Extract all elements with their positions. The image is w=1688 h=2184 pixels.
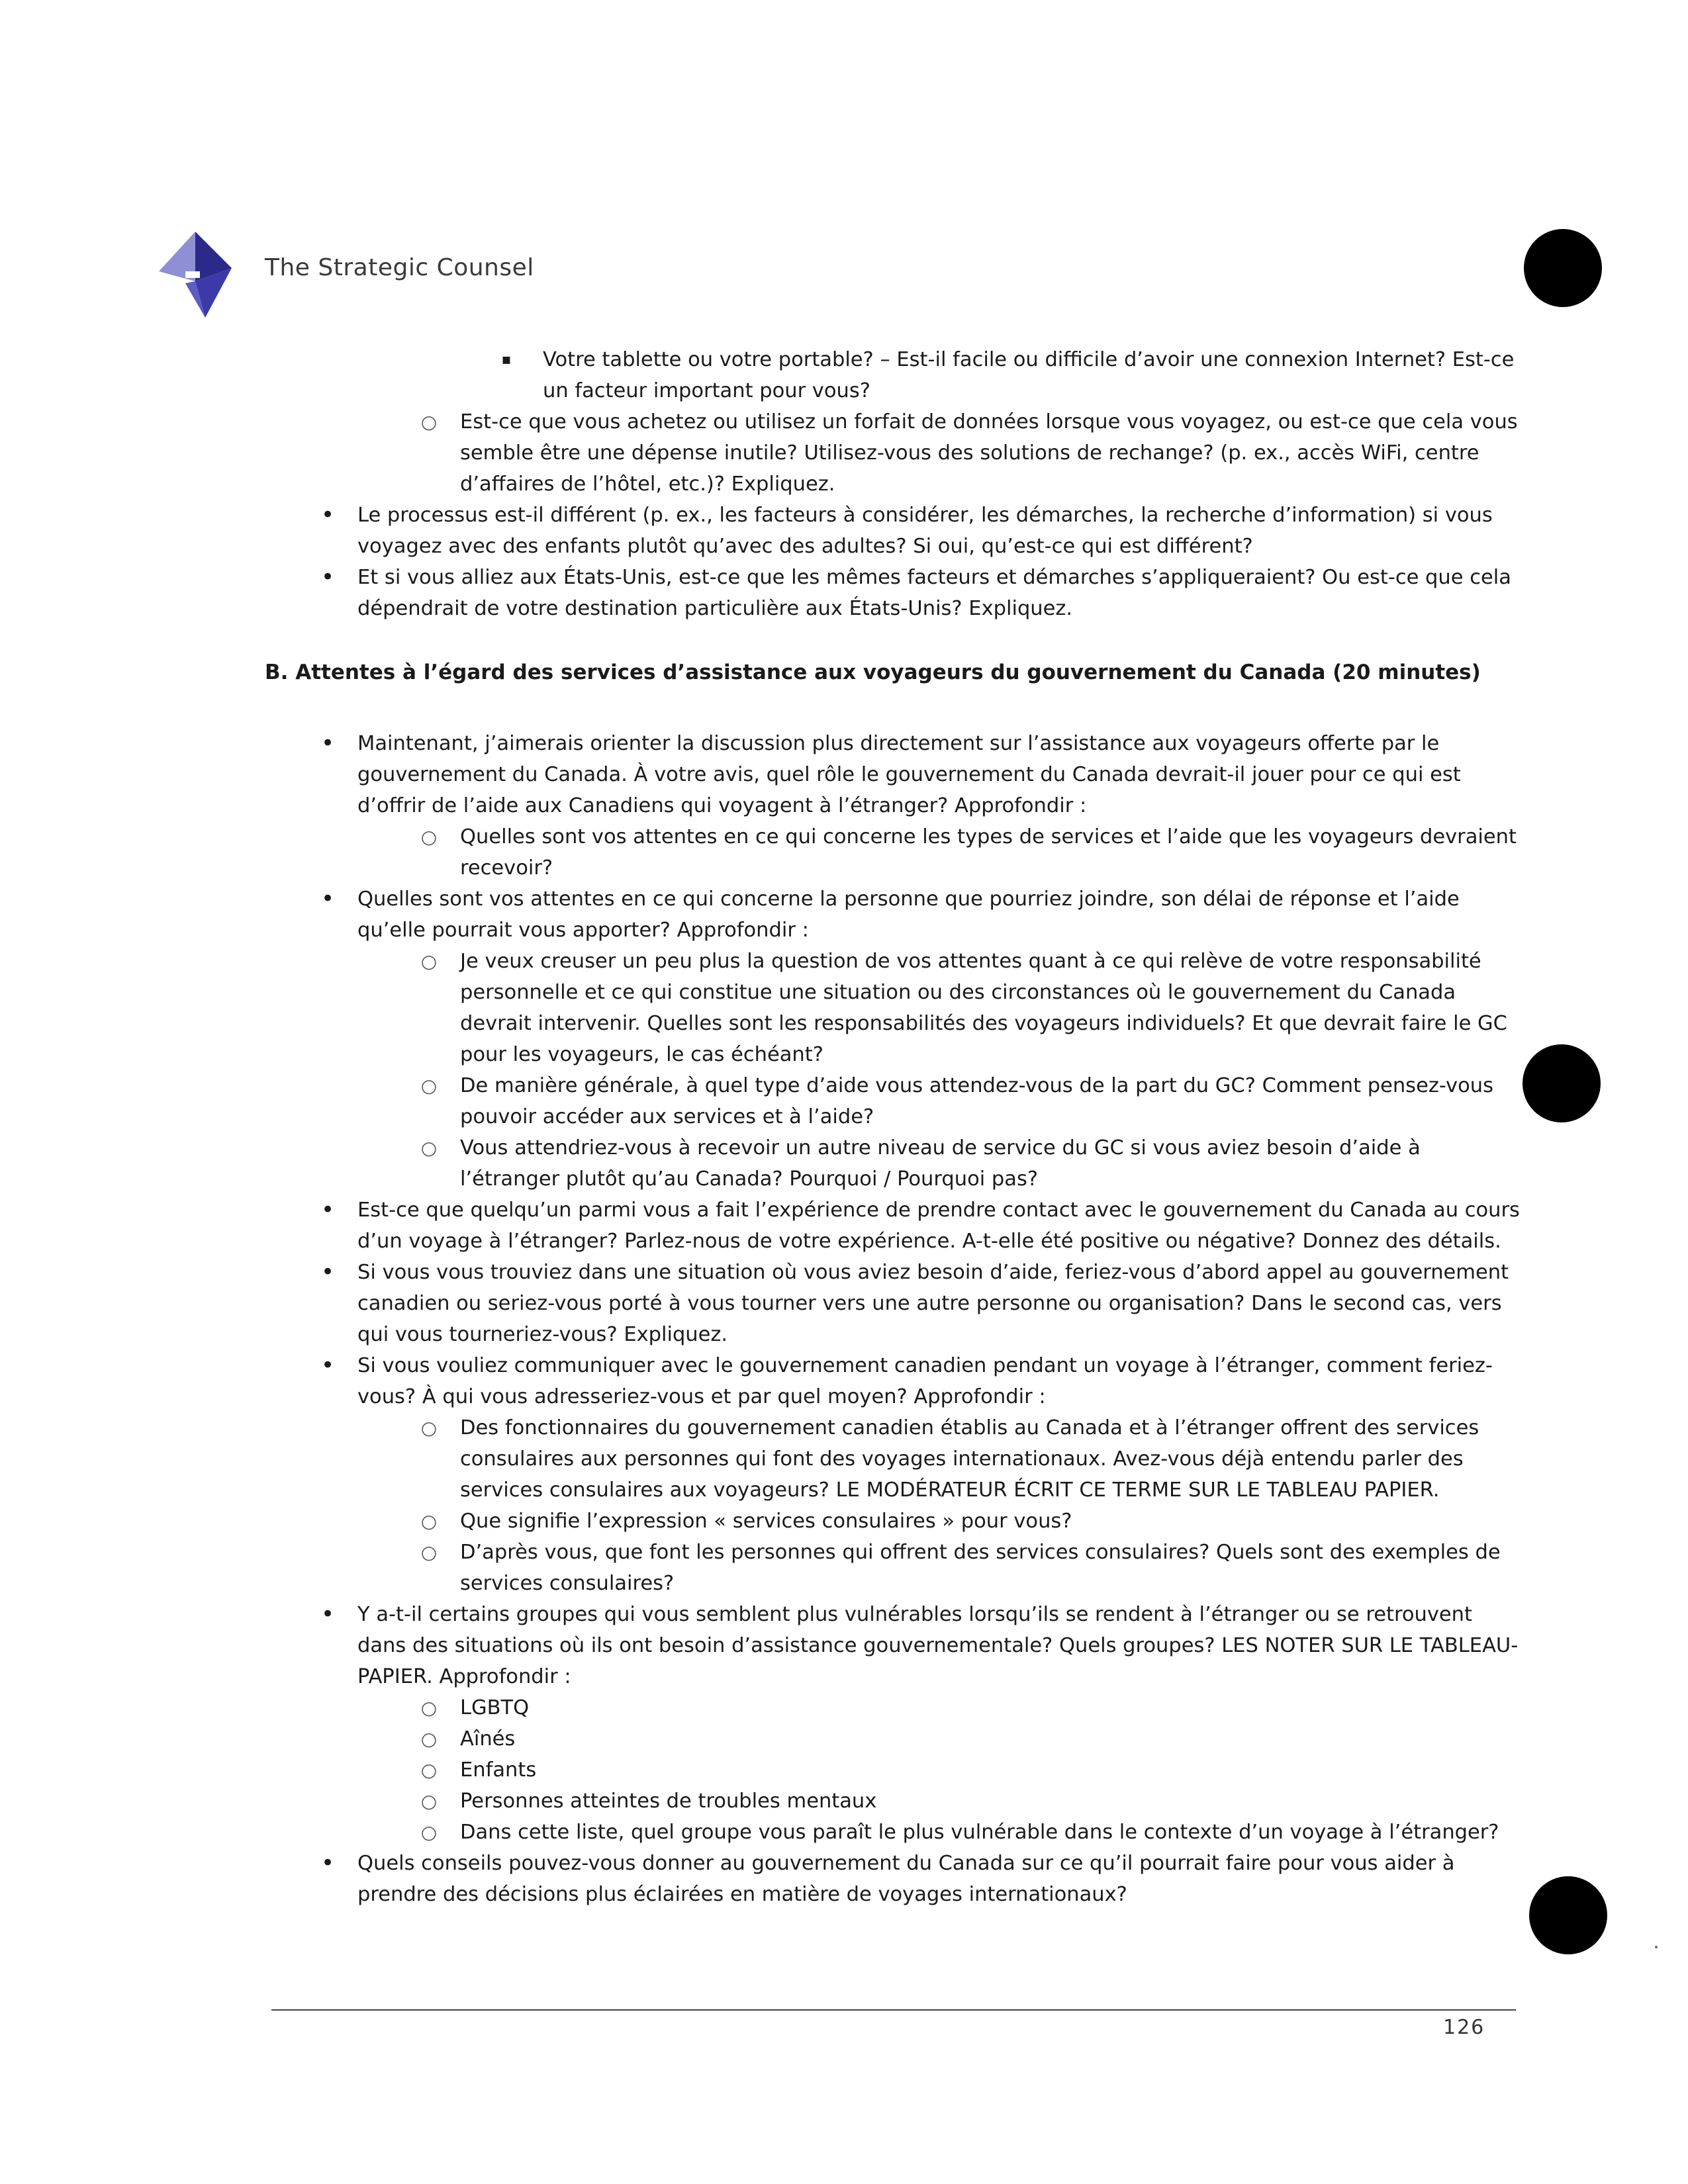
circle-bullet-icon: ○ (420, 411, 438, 433)
list-item: • Quels conseils pouvez-vous donner au gouvernement du Canada sur ce qu’il pourrait faire pour vous aider à prendre des décisions plus éclairées en matière de voyages internationaux? (265, 1848, 1523, 1910)
punch-hole-middle (1523, 1044, 1601, 1122)
list-item: ○ Je veux creuser un peu plus la question de vos attentes quant à ce qui relève de votre responsabilité personnelle et ce qui constitue une situation ou des circonstances où le gouvernement du Canada devrait intervenir. Quelles sont les responsabilités des voyageurs individuels? Et que devrait faire le GC pour les voyageurs, le cas échéant? (265, 946, 1523, 1070)
dot-bullet-icon: • (320, 1259, 335, 1285)
circle-bullet-icon: ○ (420, 1728, 438, 1750)
list-item: ○ Que signifie l’expression « services consulaires » pour vous? (265, 1506, 1523, 1537)
scan-speck (1655, 1946, 1658, 1948)
document-body (265, 344, 1523, 1910)
dot-bullet-icon: • (320, 1197, 335, 1223)
list-item: ○ Dans cette liste, quel groupe vous paraît le plus vulnérable dans le contexte d’un voyage à l’étranger? (265, 1817, 1523, 1848)
circle-bullet-icon: ○ (420, 1510, 438, 1532)
page-number: 126 (1443, 2016, 1485, 2039)
circle-bullet-icon: ○ (420, 1790, 438, 1812)
circle-bullet-icon: ○ (420, 1697, 438, 1719)
list-item: • Est-ce que quelqu’un parmi vous a fait l’expérience de prendre contact avec le gouvernement du Canada au cours d’un voyage à l’étranger? Parlez-nous de votre expérience. A-t-elle été positive ou négative? Donnez des détails. (265, 1195, 1523, 1257)
section-b-heading: B. Attentes à l’égard des services d’assistance aux voyageurs du gouvernement du Canada (20 minutes) (265, 660, 1481, 684)
list-item: ○ Personnes atteintes de troubles mentaux (265, 1786, 1523, 1817)
dot-bullet-icon: • (320, 1601, 335, 1627)
list-item: ○ Vous attendriez-vous à recevoir un autre niveau de service du GC si vous aviez besoin d’aide à l’étranger plutôt qu’au Canada? Pourquoi / Pourquoi pas? (265, 1132, 1523, 1195)
list-item: ○ Quelles sont vos attentes en ce qui concerne les types de services et l’aide que les voyageurs devraient recevoir? (265, 821, 1523, 884)
circle-bullet-icon: ○ (420, 1075, 438, 1097)
circle-bullet-icon: ○ (420, 826, 438, 848)
list-item: ○ De manière générale, à quel type d’aide vous attendez-vous de la part du GC? Comment pensez-vous pouvoir accéder aux services et à l’aide? (265, 1070, 1523, 1132)
circle-bullet-icon: ○ (420, 1821, 438, 1843)
dot-bullet-icon: • (320, 886, 335, 912)
list-item: ○ D’après vous, que font les personnes qui offrent des services consulaires? Quels sont des exemples de services consulaires? (265, 1537, 1523, 1599)
list-item: • Quelles sont vos attentes en ce qui concerne la personne que pourriez joindre, son délai de réponse et l’aide qu’elle pourrait vous apporter? Approfondir : (265, 884, 1523, 946)
circle-bullet-icon: ○ (420, 1137, 438, 1159)
logo-icon (159, 232, 232, 318)
list-item: • Le processus est-il différent (p. ex., les facteurs à considérer, les démarches, la recherche d’information) si vous voyagez avec des enfants plutôt qu’avec des adultes? Si oui, qu’est-ce qui est différent? (265, 500, 1523, 562)
list-item: • Maintenant, j’aimerais orienter la discussion plus directement sur l’assistance aux voyageurs offerte par le gouvernement du Canada. À votre avis, quel rôle le gouvernement du Canada devrait-il jouer pour ce qui est d’offrir de l’aide aux Canadiens qui voyagent à l’étranger? Approfondir : (265, 728, 1523, 821)
dot-bullet-icon: • (320, 502, 335, 528)
list-item: • Si vous vouliez communiquer avec le gouvernement canadien pendant un voyage à l’étranger, comment feriez-vous? À qui vous adresseriez-vous et par quel moyen? Approfondir : (265, 1350, 1523, 1412)
list-item: • Si vous vous trouviez dans une situation où vous aviez besoin d’aide, feriez-vous d’abord appel au gouvernement canadien ou seriez-vous porté à vous tourner vers une autre personne ou organisation? Dans le second cas, vers qui vous tourneriez-vous? Expliquez. (265, 1257, 1523, 1350)
dot-bullet-icon: • (320, 730, 335, 756)
circle-bullet-icon: ○ (420, 1541, 438, 1563)
circle-bullet-icon: ○ (420, 1759, 438, 1781)
circle-bullet-icon: ○ (420, 1417, 438, 1439)
footer-rule (271, 2009, 1516, 2011)
punch-hole-bottom (1529, 1876, 1607, 1954)
list-item: ○ Aînés (265, 1723, 1523, 1754)
dot-bullet-icon: • (320, 564, 335, 590)
square-bullet-icon: ▪ (501, 351, 512, 368)
punch-hole-top (1524, 229, 1602, 307)
dot-bullet-icon: • (320, 1850, 335, 1876)
list-item: ▪ Votre tablette ou votre portable? – Est-il facile ou difficile d’avoir une connexion Internet? Est-ce un facteur important pour vous? (265, 344, 1523, 406)
circle-bullet-icon: ○ (420, 950, 438, 972)
list-item: ○ LGBTQ (265, 1692, 1523, 1723)
list-item: • Y a-t-il certains groupes qui vous semblent plus vulnérables lorsqu’ils se rendent à l’étranger ou se retrouvent dans des situations où ils ont besoin d’assistance gouvernementale? Quels groupes? LES NOTER SUR LE TABLEAU-PAPIER. Approfondir : (265, 1599, 1523, 1692)
list-item: ○ Des fonctionnaires du gouvernement canadien établis au Canada et à l’étranger offrent des services consulaires aux personnes qui font des voyages internationaux. Avez-vous déjà entendu parler des services consulaires aux voyageurs? LE MODÉRATEUR ÉCRIT CE TERME SUR LE TABLEAU PAPIER. (265, 1412, 1523, 1506)
list-item: ○ Enfants (265, 1754, 1523, 1786)
dot-bullet-icon: • (320, 1352, 335, 1379)
brand-name: The Strategic Counsel (265, 254, 534, 281)
list-item: • Et si vous alliez aux États-Unis, est-ce que les mêmes facteurs et démarches s’appliqueraient? Ou est-ce que cela dépendrait de votre destination particulière aux États-Unis? Expliquez. (265, 562, 1523, 624)
list-item: ○ Est-ce que vous achetez ou utilisez un forfait de données lorsque vous voyagez, ou est-ce que cela vous semble être une dépense inutile? Utilisez-vous des solutions de rechange? (p. ex., accès WiFi, centre d’affaires de l’hôtel, etc.)? Expliquez. (265, 406, 1523, 500)
